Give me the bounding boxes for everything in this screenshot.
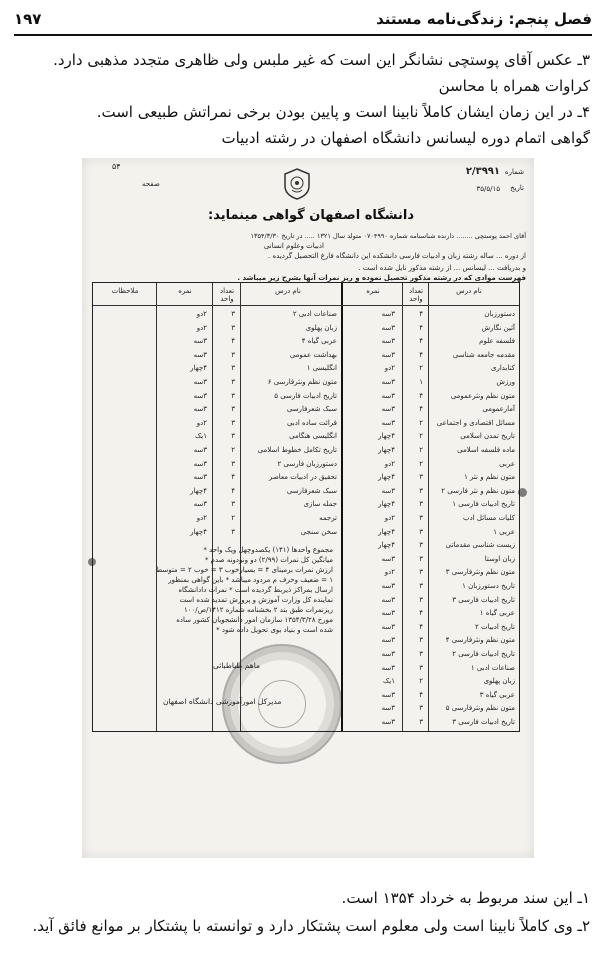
course-name: سبک شعرفارسی (286, 486, 337, 495)
summary-line: مجموع واحدها (۱۴۱) یکصدوچهل ویک واحد * (203, 546, 333, 554)
course-grade: ۳سه (193, 459, 207, 468)
course-units: ۲ (419, 418, 423, 427)
course-grade: ۳سه (381, 310, 395, 318)
course-name: سبک شعرفارسی (286, 405, 337, 414)
certificate-line4: و بدریافت ... لیسانس ... از رشته مذکور نایل شده است . (358, 264, 526, 272)
col-grade-left: نمره (178, 287, 192, 295)
summary-line: شده است و بنیاد بوی تحویل داده شود * (216, 626, 333, 634)
course-units: ۳ (419, 500, 423, 509)
summary-line: نماینده کل وزارت آموزش و پرورش تمدید شده است (179, 596, 333, 604)
course-units: ۴ (419, 622, 423, 631)
course-units: ۳ (231, 405, 235, 414)
item4-line2: گواهی اتمام دوره لیسانس دانشگاه اصفهان در رشته ادبیات (221, 129, 590, 147)
course-grade: ۳سه (381, 405, 395, 414)
course-name: فلسفه علوم (479, 337, 515, 346)
running-header (14, 6, 592, 32)
course-grade: ۲دو (196, 323, 207, 332)
course-name: سخن سنجی (300, 527, 337, 536)
course-units: ۳ (419, 718, 423, 726)
course-grade: ۳سه (381, 609, 395, 618)
course-grade: ۳سه (381, 378, 395, 386)
course-name: قرائت ساده ادبی (286, 418, 337, 427)
certificate-line2: ادبیات وعلوم انسانی (263, 242, 324, 250)
course-grade: ۳سه (381, 718, 395, 726)
summary-line: ۱ = ضعیف وحرف م مردود میباشد * باین گواهی بمنظور (168, 576, 333, 584)
course-units: ۴ (419, 337, 423, 346)
course-name: تاریخ ادبیات فارسی ۵ (274, 391, 337, 400)
course-name: مسائل اقتصادی و اجتماعی (436, 418, 515, 427)
course-grade: ۳سه (381, 323, 395, 332)
item3-line2: کراوات همراه با محاسن (438, 77, 590, 95)
course-units: ۴ (419, 405, 423, 414)
col-course-right: نام درس (456, 287, 482, 295)
course-units: ۴ (419, 391, 423, 400)
course-units: ۴ (419, 350, 423, 359)
course-grade: ۳سه (193, 405, 207, 414)
course-grade: ۴چهار (378, 541, 395, 550)
course-name: تحقیق در ادبیات معاصر (268, 473, 337, 482)
course-units: ۳ (231, 391, 235, 400)
certificate-page-label: صفحه (142, 180, 160, 188)
course-grade: ۳سه (193, 378, 207, 386)
certificate-title: دانشگاه اصفهان گواهی مینماید: (208, 208, 415, 223)
course-name: تاریخ ادبیات ۲ (475, 622, 515, 631)
course-units: ۲ (231, 446, 235, 454)
col-course-left: نام درس (275, 287, 301, 295)
course-name: زبان پهلوی (483, 677, 515, 686)
course-units: ۳ (419, 663, 423, 672)
course-name: عربی ۱ (493, 527, 515, 536)
footnote-1: ۱ـ این سند مربوط به خرداد ۱۳۵۴ است. (341, 889, 590, 907)
course-units: ۳ (419, 486, 423, 495)
course-name: متون نظم و نثر ۱ (464, 473, 515, 482)
course-name: دستورزبان فارسی ۲ (277, 459, 337, 468)
item4-line1: ۴ـ در این زمان ایشان کاملاً نابینا است و پایین بودن برخی نمراتش طبیعی است. (96, 103, 590, 121)
course-name: تاریخ ادبیات فارسی ۲ (452, 650, 515, 658)
number-label: شماره (504, 168, 524, 176)
course-units: ۳ (419, 595, 423, 604)
course-grade: ۴چهار (378, 500, 395, 509)
course-grade: ۱یک (195, 432, 207, 441)
course-name: انگلیسی ۱ (306, 364, 337, 373)
number-value: ۲/۳۹۹۱ (465, 166, 500, 177)
course-grade: ۳سه (381, 690, 395, 699)
course-grade: ۴چهار (190, 527, 207, 536)
official-seal (222, 644, 342, 764)
course-units: ۲ (419, 459, 423, 468)
course-grade: ۳سه (381, 663, 395, 672)
course-name: متون نظم و نثر فارسی ۲ (441, 486, 515, 495)
course-units: ۳ (231, 500, 235, 509)
course-units: ۳ (231, 418, 235, 427)
course-grade: ۴چهار (378, 446, 395, 454)
date-label: تاریخ (510, 184, 524, 192)
course-name: تاریخ تمدن اسلامی (460, 432, 515, 441)
page-number: ۱۹۷ (14, 10, 42, 28)
course-grade: ۲دو (196, 514, 207, 522)
course-units: ۳ (419, 568, 423, 577)
course-name: زبان اوستا (484, 554, 515, 563)
course-grade: ۳سه (193, 500, 207, 509)
signature-name: ماهم طباطبائی (213, 661, 261, 670)
course-name: عربی (499, 459, 515, 468)
course-grade: ۳سه (193, 473, 207, 482)
course-name: ماده فلسفه اسلامی (457, 446, 515, 454)
course-units: ۳ (419, 554, 423, 563)
university-emblem-icon (282, 168, 312, 200)
course-name: کلیات مسائل ادب (463, 514, 515, 522)
course-units: ۴ (231, 473, 235, 482)
course-units: ۳ (231, 459, 235, 468)
course-grade: ۳سه (381, 582, 395, 590)
course-grade: ۴چهار (378, 527, 395, 536)
course-units: ۴ (419, 323, 423, 332)
course-grade: ۳سه (193, 446, 207, 454)
course-name: مقدمه جامعه شناسی (452, 350, 515, 359)
course-grade: ۲دو (384, 459, 395, 468)
course-name: متون نظم ونثرعمومی (450, 391, 515, 400)
course-name: متون نظم ونثرفارسی ۵ (445, 704, 515, 713)
course-units: ۳ (419, 704, 423, 713)
course-name: تاریخ ادبیات فارسی ۳ (452, 595, 515, 604)
course-grade: ۳سه (381, 337, 395, 346)
course-units: ۲ (419, 432, 423, 441)
course-name: تاریخ دستورزبان ۱ (462, 582, 515, 590)
course-grade: ۳سه (381, 418, 395, 427)
course-name: انگلیسی هنگامی (289, 432, 337, 441)
date-value: ۳۵/۵/۱۵ (476, 185, 500, 193)
course-name: متون نظم ونثرفارسی ۶ (267, 378, 337, 386)
header-rule (14, 34, 592, 36)
course-units: ۳ (231, 310, 235, 318)
summary-line: مورخ ۱۳۵۴/۳/۲۸ سازمان امور دانشجویان کشور ساده (176, 616, 333, 624)
course-units: ۴ (419, 310, 423, 318)
course-name: صناعات ادبی ۱ (470, 663, 515, 672)
course-grade: ۲دو (196, 418, 207, 427)
course-name: صناعات ادبی ۲ (292, 310, 337, 318)
ink-blot (518, 488, 527, 497)
certificate-page-mark: ۵۴ (112, 162, 121, 171)
certificate-line3: از دوره ... ساله رشته زبان و ادبیات فارسی دانشکده این دانشگاه فارغ التحصیل گردیده . (268, 252, 526, 260)
course-grade: ۴چهار (378, 432, 395, 441)
course-units: ۳ (419, 636, 423, 645)
course-units: ۳ (231, 323, 235, 332)
course-name: بهداشت عمومی (289, 350, 337, 359)
course-grade: ۳سه (193, 391, 207, 400)
summary-line: ارزش نمرات برمبنای ۴ = بسیارخوب ۳ = خوب ۲ = متوسط (155, 566, 333, 574)
course-name: آمارعمومی (482, 405, 515, 414)
course-grade: ۲دو (196, 310, 207, 318)
certificate-scan (82, 158, 534, 858)
course-name: متون نظم ونثرفارسی ۳ (445, 568, 515, 577)
signature-title: مدیرکل امورآموزشی دانشگاه اصفهان (163, 697, 282, 706)
course-name: عربی گیاه ۳ (479, 690, 515, 699)
course-grade: ۳سه (381, 350, 395, 359)
course-units: ۲ (419, 446, 423, 454)
course-name: کتابداری (490, 364, 515, 373)
course-grade: ۴چهار (378, 473, 395, 482)
course-units: ۲ (231, 514, 235, 522)
course-name: تاریخ ادبیات فارسی ۱ (452, 500, 515, 509)
course-name: ورزش (496, 378, 515, 386)
course-name: ترجمه (319, 514, 337, 522)
course-units: ۳ (231, 432, 235, 441)
course-grade: ۴چهار (190, 486, 207, 495)
col-units-right: تعداد واحد (408, 287, 424, 303)
summary-block (97, 545, 333, 635)
course-units: ۲ (419, 677, 423, 686)
ink-blot (88, 558, 96, 566)
course-grade: ۳سه (381, 636, 395, 645)
course-units: ۴ (419, 609, 423, 618)
course-grade: ۳سه (381, 595, 395, 604)
course-units: ۳ (231, 527, 235, 536)
col-notes: ملاحظات (111, 287, 139, 295)
course-grade: ۱یک (383, 677, 395, 686)
course-units: ۳ (231, 350, 235, 359)
course-units: ۴ (419, 690, 423, 699)
course-units: ۳ (419, 541, 423, 550)
col-grade-right: نمره (366, 287, 380, 295)
course-name: دستورزبان (484, 310, 515, 318)
summary-line: میانگین کل نمرات (۲/۹۹) دو ونودونه صدم * (204, 556, 333, 564)
course-units: ۳ (419, 582, 423, 590)
course-grade: ۳سه (381, 486, 395, 495)
certificate-line5: فهرست موادی که در رشته مذکور تحصیل نموده و ریز نمرات آنها بشرح زیر میباشد . (237, 274, 526, 282)
course-grade: ۳سه (381, 554, 395, 563)
course-grade: ۲دو (384, 514, 395, 522)
course-units: ۴ (231, 486, 235, 495)
course-name: متون نظم ونثرفارسی ۴ (445, 636, 515, 645)
course-name: عربی گیاه ۱ (479, 609, 515, 618)
course-grade: ۳سه (381, 622, 395, 631)
item3-line1: ۳ـ عکس آقای پوستچی نشانگر این است که غیر ملبس ولی ظاهری متجدد مذهبی دارد. (53, 51, 590, 69)
course-units: ۴ (231, 337, 235, 346)
footnote-2: ۲ـ وی کاملاً نابینا است ولی معلوم است پشتکار دارد و توانسته با پشتکار بر موانع فائق آید. (32, 917, 590, 935)
course-units: ۳ (419, 650, 423, 658)
course-units: ۳ (419, 514, 423, 522)
course-name: آئین نگارش (481, 323, 515, 332)
course-grade: ۴چهار (190, 364, 207, 373)
certificate-line1: آقای احمد پوستچی ........ دارنده شناسنامه شماره ۰۷۰۴۹۹۰ متولد سال ۱۳۲۱ ..... در تاریخ ۱۳۵۴/۳/۳۰ (250, 232, 526, 240)
course-grade: ۳سه (193, 337, 207, 346)
course-name: تاریخ تکامل خطوط اسلامی (257, 446, 337, 454)
chapter-title: فصل پنجم: زندگی‌نامه مستند (376, 10, 592, 28)
course-name: جمله سازی (303, 500, 337, 509)
course-grade: ۳سه (381, 650, 395, 658)
course-units: ۳ (419, 473, 423, 482)
course-units: ۱ (419, 378, 423, 386)
course-grade: ۲دو (384, 568, 395, 577)
summary-line: ریزنمرات طبق بند ۲ بخشنامه شماره ۱۴۱۲/ص/۱۰۰ (183, 606, 333, 614)
course-name: زیست شناسی مقدماتی (445, 541, 515, 550)
course-units: ۳ (231, 378, 235, 386)
course-grade: ۲دو (384, 364, 395, 373)
summary-line: ارسال بمراکز ذیربط گردیده است * نمرات دادانشگاه (178, 586, 333, 594)
course-units: ۲ (419, 364, 423, 373)
course-grade: ۳سه (381, 391, 395, 400)
course-name: زبان پهلوی (305, 323, 337, 332)
course-grade: ۳سه (381, 704, 395, 713)
course-grade: ۳سه (193, 350, 207, 359)
col-units-left: تعداد واحد (219, 287, 235, 303)
course-units: ۳ (419, 527, 423, 536)
course-name: عربی گیاه ۴ (301, 337, 337, 346)
course-name: تاریخ ادبیات فارسی ۳ (452, 718, 515, 726)
course-units: ۳ (231, 364, 235, 373)
